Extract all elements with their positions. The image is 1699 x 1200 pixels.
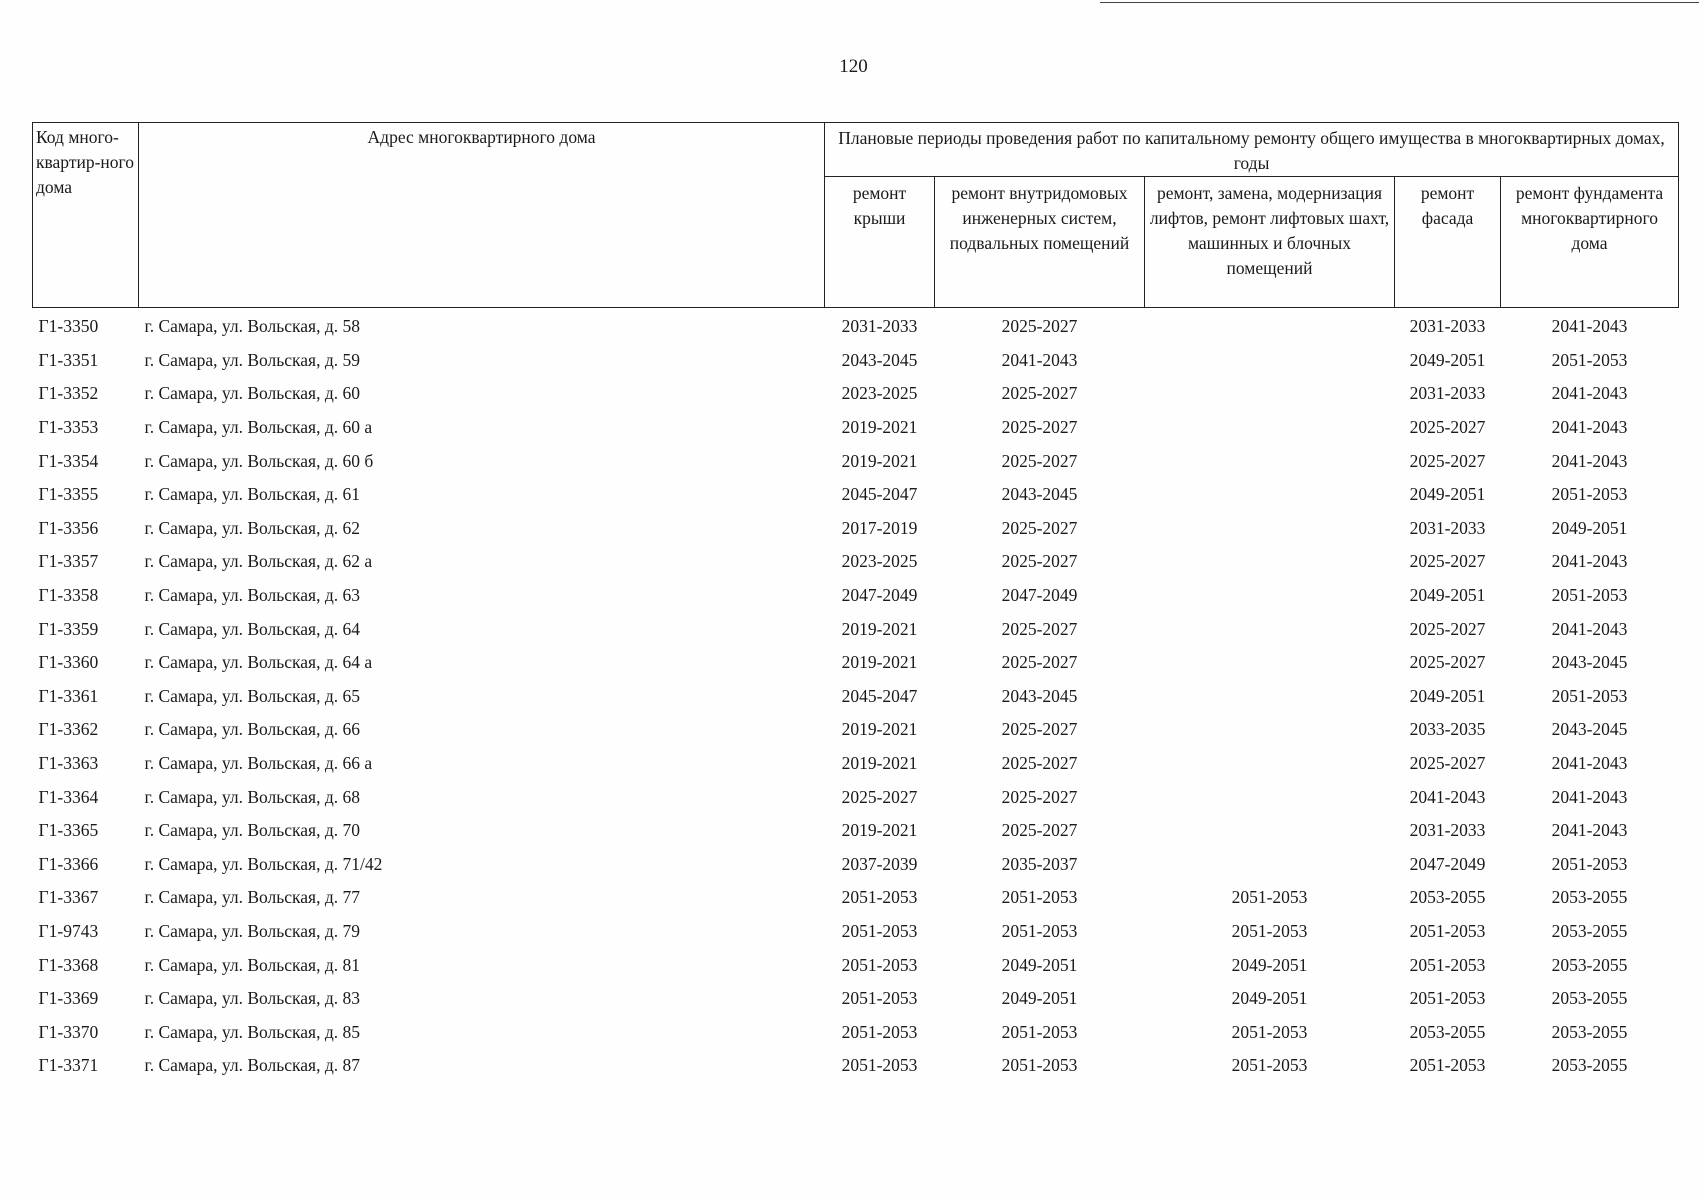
cell-lifts: [1145, 512, 1395, 546]
cell-facade: 2033-2035: [1409, 719, 1486, 740]
cell-facade: 2051-2053: [1409, 1055, 1486, 1076]
cell-address: г. Самара, ул. Вольская, д. 66 а: [144, 753, 373, 774]
table-row: [33, 915, 1679, 949]
header-lifts: ремонт, замена, модернизация лифтов, ремонт лифтовых шахт, машинных и блочных помещений: [1145, 177, 1395, 308]
cell-roof: 2019-2021: [841, 820, 918, 841]
cell-engineering: 2025-2027: [1001, 753, 1078, 774]
header-periods-group: Плановые периоды проведения работ по капитальному ремонту общего имущества в многоквартирных домах, годы: [825, 123, 1679, 177]
cell-code: Г1-3354: [38, 450, 99, 471]
table-row: [33, 848, 1679, 882]
cell-code: Г1-3362: [38, 719, 99, 740]
cell-address: г. Самара, ул. Вольская, д. 62: [144, 517, 360, 538]
cell-engineering: 2047-2049: [1001, 585, 1078, 606]
cell-foundation: 2053-2055: [1551, 1055, 1628, 1076]
cell-code: Г1-3361: [38, 685, 99, 706]
cell-address: г. Самара, ул. Вольская, д. 70: [144, 820, 360, 841]
top-rule: [1100, 2, 1699, 3]
cell-roof: 2037-2039: [841, 853, 918, 874]
cell-lifts: [1145, 780, 1395, 814]
cell-lifts: [1145, 308, 1395, 344]
cell-code: Г1-3351: [38, 349, 99, 370]
table-row: [33, 377, 1679, 411]
cell-code: Г1-3357: [38, 551, 99, 572]
cell-address: г. Самара, ул. Вольская, д. 66: [144, 719, 360, 740]
cell-code: Г1-3365: [38, 820, 99, 841]
cell-roof: 2051-2053: [841, 1021, 918, 1042]
cell-facade: 2031-2033: [1409, 383, 1486, 404]
cell-facade: 2049-2051: [1409, 685, 1486, 706]
table-row: [33, 411, 1679, 445]
cell-engineering: 2025-2027: [1001, 820, 1078, 841]
cell-foundation: 2051-2053: [1551, 685, 1628, 706]
header-roof: ремонт крыши: [825, 177, 935, 308]
cell-code: Г1-3363: [38, 753, 99, 774]
cell-lifts: [1145, 545, 1395, 579]
table-row: [33, 308, 1679, 344]
cell-roof: 2025-2027: [841, 786, 918, 807]
cell-roof: 2031-2033: [841, 316, 918, 337]
cell-foundation: 2051-2053: [1551, 349, 1628, 370]
cell-lifts: [1145, 444, 1395, 478]
cell-foundation: 2053-2055: [1551, 988, 1628, 1009]
header-foundation: ремонт фундамента многоквартирного дома: [1501, 177, 1679, 308]
cell-engineering: 2025-2027: [1001, 618, 1078, 639]
cell-address: г. Самара, ул. Вольская, д. 87: [144, 1055, 360, 1076]
cell-lifts: [1145, 713, 1395, 747]
cell-lifts: [1145, 411, 1395, 445]
cell-address: г. Самара, ул. Вольская, д. 61: [144, 484, 360, 505]
cell-code: Г1-3350: [38, 316, 99, 337]
cell-address: г. Самара, ул. Вольская, д. 65: [144, 685, 360, 706]
cell-engineering: 2025-2027: [1001, 316, 1078, 337]
table-row: [33, 646, 1679, 680]
cell-code: Г1-3360: [38, 652, 99, 673]
table-row: [33, 881, 1679, 915]
cell-address: г. Самара, ул. Вольская, д. 79: [144, 920, 360, 941]
cell-roof: 2051-2053: [841, 887, 918, 908]
cell-address: г. Самара, ул. Вольская, д. 60 б: [144, 450, 374, 471]
cell-address: г. Самара, ул. Вольская, д. 62 а: [144, 551, 373, 572]
cell-engineering: 2025-2027: [1001, 417, 1078, 438]
cell-address: г. Самара, ул. Вольская, д. 63: [144, 585, 360, 606]
table-row: [33, 579, 1679, 613]
cell-code: Г1-3364: [38, 786, 99, 807]
table-row: [33, 512, 1679, 546]
cell-foundation: 2051-2053: [1551, 853, 1628, 874]
cell-lifts: 2051-2053: [1231, 920, 1308, 941]
cell-engineering: 2049-2051: [1001, 988, 1078, 1009]
cell-lifts: 2051-2053: [1231, 1021, 1308, 1042]
cell-code: Г1-3352: [38, 383, 99, 404]
cell-lifts: [1145, 377, 1395, 411]
cell-engineering: 2025-2027: [1001, 551, 1078, 572]
cell-address: г. Самара, ул. Вольская, д. 81: [144, 954, 360, 975]
cell-engineering: 2043-2045: [1001, 685, 1078, 706]
cell-foundation: 2053-2055: [1551, 1021, 1628, 1042]
cell-lifts: [1145, 814, 1395, 848]
cell-engineering: 2049-2051: [1001, 954, 1078, 975]
table-body: [33, 308, 1679, 1083]
table-row: [33, 747, 1679, 781]
cell-lifts: [1145, 848, 1395, 882]
cell-lifts: [1145, 478, 1395, 512]
cell-foundation: 2053-2055: [1551, 887, 1628, 908]
table-row: [33, 780, 1679, 814]
table-row: [33, 478, 1679, 512]
cell-engineering: 2025-2027: [1001, 719, 1078, 740]
table-row: [33, 444, 1679, 478]
cell-facade: 2049-2051: [1409, 349, 1486, 370]
cell-lifts: [1145, 646, 1395, 680]
table-row: [33, 1015, 1679, 1049]
cell-facade: 2049-2051: [1409, 585, 1486, 606]
cell-lifts: [1145, 747, 1395, 781]
cell-code: Г1-3353: [38, 417, 99, 438]
cell-facade: 2025-2027: [1409, 450, 1486, 471]
cell-lifts: 2049-2051: [1231, 988, 1308, 1009]
cell-address: г. Самара, ул. Вольская, д. 83: [144, 988, 360, 1009]
cell-roof: 2019-2021: [841, 450, 918, 471]
cell-facade: 2051-2053: [1409, 920, 1486, 941]
cell-lifts: [1145, 579, 1395, 613]
cell-address: г. Самара, ул. Вольская, д. 64: [144, 618, 360, 639]
cell-facade: 2025-2027: [1409, 551, 1486, 572]
cell-foundation: 2041-2043: [1551, 618, 1628, 639]
cell-lifts: [1145, 680, 1395, 714]
cell-engineering: 2025-2027: [1001, 517, 1078, 538]
cell-code: Г1-9743: [38, 920, 99, 941]
cell-facade: 2049-2051: [1409, 484, 1486, 505]
cell-code: Г1-3366: [38, 853, 99, 874]
cell-facade: 2025-2027: [1409, 753, 1486, 774]
header-code: Код много-квартир-ного дома: [33, 123, 139, 308]
cell-foundation: 2043-2045: [1551, 719, 1628, 740]
table-header: [33, 123, 1679, 308]
cell-lifts: [1145, 344, 1395, 378]
cell-address: г. Самара, ул. Вольская, д. 60 а: [144, 417, 373, 438]
cell-roof: 2045-2047: [841, 484, 918, 505]
cell-roof: 2019-2021: [841, 719, 918, 740]
cell-roof: 2051-2053: [841, 1055, 918, 1076]
table-row: [33, 982, 1679, 1016]
cell-foundation: 2041-2043: [1551, 820, 1628, 841]
cell-facade: 2025-2027: [1409, 652, 1486, 673]
cell-foundation: 2053-2055: [1551, 920, 1628, 941]
cell-engineering: 2051-2053: [1001, 920, 1078, 941]
cell-foundation: 2041-2043: [1551, 786, 1628, 807]
cell-code: Г1-3369: [38, 988, 99, 1009]
table-row: [33, 344, 1679, 378]
cell-facade: 2047-2049: [1409, 853, 1486, 874]
cell-facade: 2053-2055: [1409, 1021, 1486, 1042]
cell-foundation: 2043-2045: [1551, 652, 1628, 673]
cell-engineering: 2025-2027: [1001, 652, 1078, 673]
cell-roof: 2019-2021: [841, 652, 918, 673]
cell-foundation: 2041-2043: [1551, 316, 1628, 337]
cell-engineering: 2025-2027: [1001, 383, 1078, 404]
cell-facade: 2053-2055: [1409, 887, 1486, 908]
table-row: [33, 1049, 1679, 1083]
cell-facade: 2051-2053: [1409, 954, 1486, 975]
cell-engineering: 2051-2053: [1001, 887, 1078, 908]
table-row: [33, 612, 1679, 646]
cell-code: Г1-3355: [38, 484, 99, 505]
cell-roof: 2045-2047: [841, 685, 918, 706]
cell-code: Г1-3367: [38, 887, 99, 908]
cell-roof: 2047-2049: [841, 585, 918, 606]
cell-facade: 2025-2027: [1409, 417, 1486, 438]
cell-roof: 2017-2019: [841, 517, 918, 538]
cell-foundation: 2041-2043: [1551, 417, 1628, 438]
repair-schedule-table: [32, 122, 1679, 1083]
cell-lifts: 2051-2053: [1231, 1055, 1308, 1076]
cell-engineering: 2035-2037: [1001, 853, 1078, 874]
cell-roof: 2019-2021: [841, 417, 918, 438]
cell-foundation: 2051-2053: [1551, 484, 1628, 505]
cell-roof: 2051-2053: [841, 954, 918, 975]
table-row: [33, 680, 1679, 714]
cell-roof: 2043-2045: [841, 349, 918, 370]
cell-facade: 2041-2043: [1409, 786, 1486, 807]
cell-engineering: 2025-2027: [1001, 450, 1078, 471]
cell-engineering: 2041-2043: [1001, 349, 1078, 370]
table-row: [33, 713, 1679, 747]
cell-address: г. Самара, ул. Вольская, д. 59: [144, 349, 360, 370]
cell-facade: 2025-2027: [1409, 618, 1486, 639]
cell-address: г. Самара, ул. Вольская, д. 71/42: [144, 853, 383, 874]
cell-roof: 2019-2021: [841, 753, 918, 774]
cell-roof: 2051-2053: [841, 988, 918, 1009]
cell-foundation: 2041-2043: [1551, 551, 1628, 572]
cell-code: Г1-3368: [38, 954, 99, 975]
cell-foundation: 2053-2055: [1551, 954, 1628, 975]
cell-code: Г1-3358: [38, 585, 99, 606]
cell-foundation: 2041-2043: [1551, 753, 1628, 774]
cell-lifts: [1145, 612, 1395, 646]
cell-engineering: 2043-2045: [1001, 484, 1078, 505]
cell-roof: 2019-2021: [841, 618, 918, 639]
cell-address: г. Самара, ул. Вольская, д. 85: [144, 1021, 360, 1042]
cell-address: г. Самара, ул. Вольская, д. 60: [144, 383, 360, 404]
cell-code: Г1-3356: [38, 517, 99, 538]
cell-roof: 2051-2053: [841, 920, 918, 941]
cell-address: г. Самара, ул. Вольская, д. 58: [144, 316, 360, 337]
cell-facade: 2051-2053: [1409, 988, 1486, 1009]
header-engineering: ремонт внутридомовых инженерных систем, подвальных помещений: [935, 177, 1145, 308]
cell-roof: 2023-2025: [841, 551, 918, 572]
cell-foundation: 2041-2043: [1551, 383, 1628, 404]
cell-address: г. Самара, ул. Вольская, д. 77: [144, 887, 360, 908]
cell-facade: 2031-2033: [1409, 517, 1486, 538]
cell-engineering: 2051-2053: [1001, 1055, 1078, 1076]
table-row: [33, 545, 1679, 579]
cell-roof: 2023-2025: [841, 383, 918, 404]
cell-code: Г1-3359: [38, 618, 99, 639]
cell-foundation: 2051-2053: [1551, 585, 1628, 606]
cell-foundation: 2049-2051: [1551, 517, 1628, 538]
cell-lifts: 2049-2051: [1231, 954, 1308, 975]
cell-lifts: 2051-2053: [1231, 887, 1308, 908]
cell-address: г. Самара, ул. Вольская, д. 68: [144, 786, 360, 807]
cell-code: Г1-3371: [38, 1055, 99, 1076]
cell-facade: 2031-2033: [1409, 316, 1486, 337]
cell-code: Г1-3370: [38, 1021, 99, 1042]
header-address: Адрес многоквартирного дома: [139, 123, 825, 308]
table-row: [33, 948, 1679, 982]
cell-address: г. Самара, ул. Вольская, д. 64 а: [144, 652, 373, 673]
cell-facade: 2031-2033: [1409, 820, 1486, 841]
cell-engineering: 2051-2053: [1001, 1021, 1078, 1042]
cell-engineering: 2025-2027: [1001, 786, 1078, 807]
page-number: 120: [839, 56, 868, 77]
table-row: [33, 814, 1679, 848]
cell-foundation: 2041-2043: [1551, 450, 1628, 471]
header-facade: ремонт фасада: [1395, 177, 1501, 308]
